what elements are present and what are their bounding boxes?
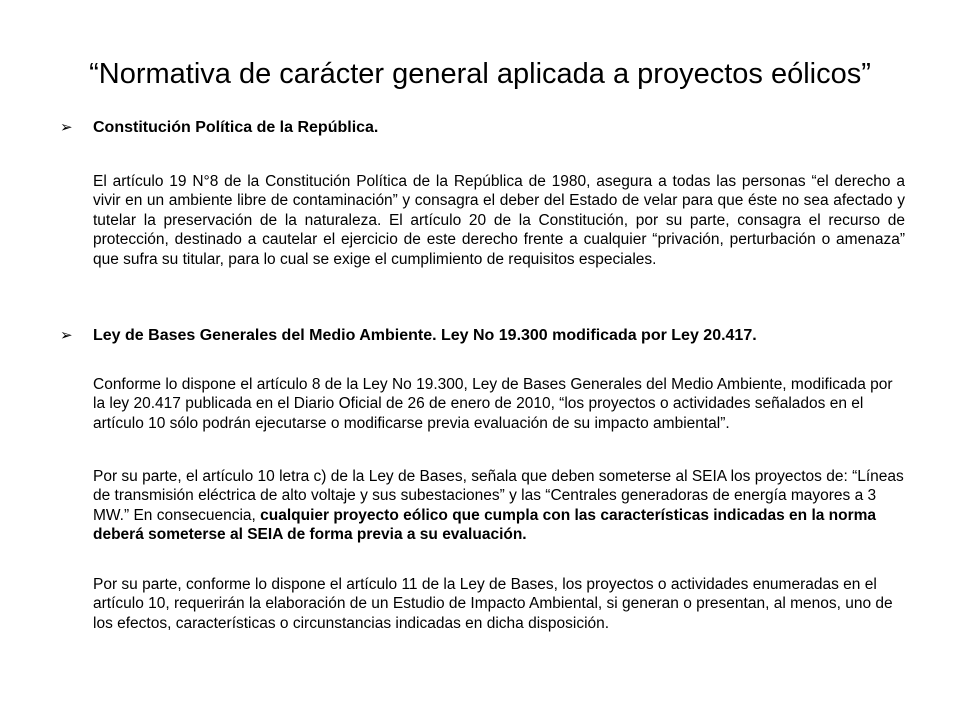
paragraph-constitucion: El artículo 19 N°8 de la Constitución Política de la República de 1980, asegura a todas las personas “el derecho a vivir en un ambiente libre de contaminación” y consagra el deber del Estado de velar para que éste no sea afectado y tutelar la preservación de la naturaleza. El artículo 20 de la Constitución, por su parte, consagra el recurso de protección, destinado a cautelar el ejercicio de este derecho frente a cualquier “privación, perturbación o amenaza” que sufra su titular, para lo cual se exige el cumplimiento de requisitos especiales. xyxy=(93,173,905,268)
paragraph-articulo-8: Conforme lo dispone el artículo 8 de la Ley No 19.300, Ley de Bases Generales del Medio Ambiente, modificada por la ley 20.417 publicada en el Diario Oficial de 26 de enero de 2010, “los proyectos o actividades señalados en el artículo 10 sólo podrán ejecutarse o modificarse previa evaluación de su impacto ambiental”. xyxy=(93,376,893,432)
arrow-right-check-icon: ➢ xyxy=(60,327,73,344)
section-heading-label: Ley de Bases Generales del Medio Ambiente. Ley No 19.300 modificada por Ley 20.417. xyxy=(93,327,757,344)
arrow-right-check-icon: ➢ xyxy=(60,119,73,136)
section-heading-ley-bases xyxy=(60,325,757,347)
paragraph-articulo-10 xyxy=(93,467,905,545)
paragraph-articulo-11: Por su parte, conforme lo dispone el artículo 11 de la Ley de Bases, los proyectos o actividades enumeradas en el artículo 10, requerirán la elaboración de un Estudio de Impacto Ambiental, si generan o presentan, al menos, uno de los efectos, características o circunstancias indicadas en dicha disposición. xyxy=(93,576,893,632)
paragraph-text: Por su parte, el artículo 10 letra c) de la Ley de Bases, señala que deben someterse al SEIA los proyectos de: “Líneas de transmisión eléctrica de alto voltaje y sus subestaciones” y las “Centrales generadoras de energía mayores a 3 MW.” En consecuencia, xyxy=(93,468,904,524)
page-title: “Normativa de carácter general aplicada a proyectos eólicos” xyxy=(89,58,871,90)
section-heading-label: Constitución Política de la República. xyxy=(93,119,379,136)
section-heading-constitucion xyxy=(60,117,378,139)
paragraph-emphasis: cualquier proyecto eólico que cumpla con las características indicadas en la norma deberá someterse al SEIA de forma previa a su evaluación. xyxy=(93,506,877,544)
